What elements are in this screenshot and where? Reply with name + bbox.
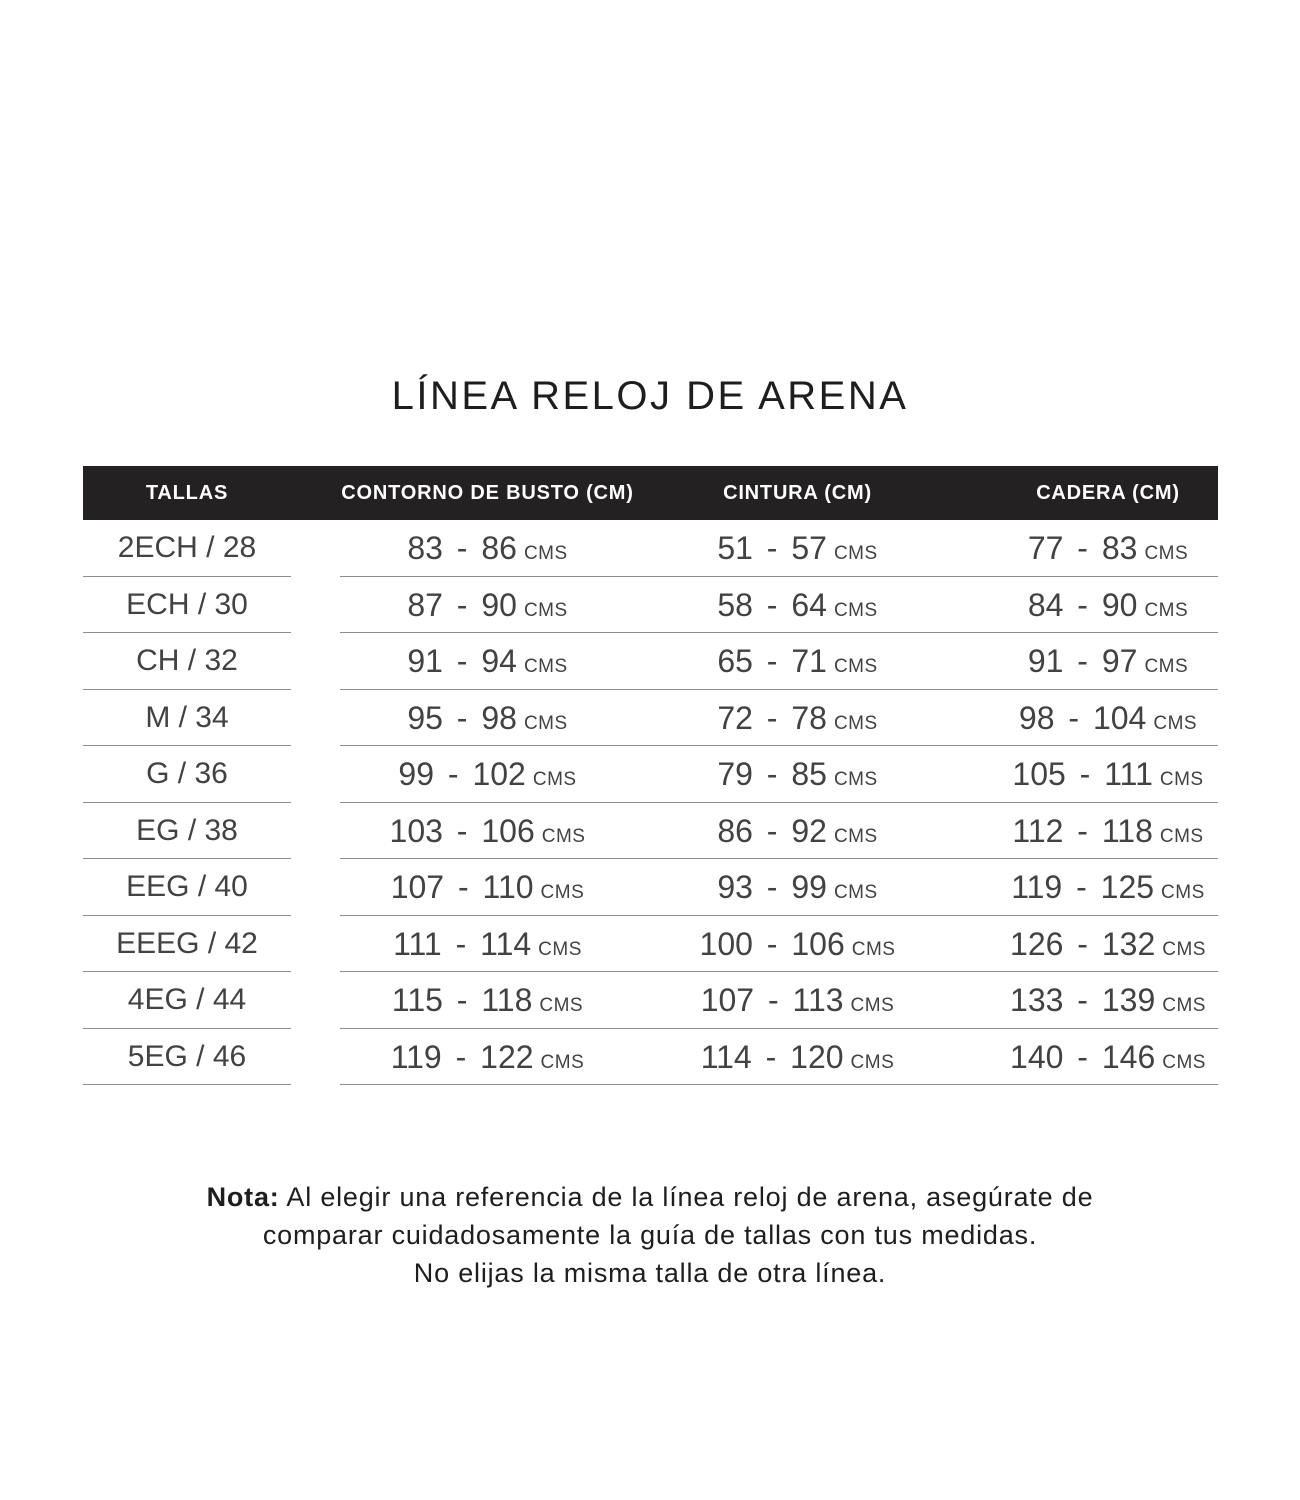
cintura-unit: CMS: [851, 938, 896, 960]
cintura-value: 79 - 85: [717, 756, 827, 792]
cell-talla: EG / 38: [83, 803, 291, 860]
cadera-unit: CMS: [1159, 825, 1204, 847]
header-gap: [291, 466, 340, 520]
cell-cadera: [960, 577, 1218, 633]
cadera-unit: CMS: [1144, 656, 1189, 677]
note-line-1: [0, 1178, 1300, 1216]
busto-value: 107 - 110: [390, 869, 534, 905]
cell-talla: G / 36: [83, 746, 291, 803]
cintura-unit: CMS: [833, 712, 878, 734]
cadera-value: 133 - 139: [1010, 982, 1156, 1018]
header-cell-busto: CONTORNO DE BUSTO (CM): [341, 482, 634, 504]
table-row: [83, 972, 1218, 1029]
busto-value: 119 - 122: [390, 1038, 534, 1075]
size-note: [0, 1178, 1300, 1292]
cadera-value: 91 - 97: [1027, 643, 1138, 679]
row-measures: [340, 916, 1218, 973]
table-row: [83, 1029, 1218, 1086]
cell-talla: CH / 32: [83, 633, 291, 690]
cintura-unit: CMS: [833, 656, 878, 677]
cadera-unit: CMS: [1162, 1051, 1206, 1073]
cintura-value: 86 - 92: [717, 812, 827, 849]
busto-unit: CMS: [538, 938, 582, 960]
cell-cadera: [960, 633, 1218, 689]
busto-unit: CMS: [540, 1051, 585, 1073]
cell-talla: 5EG / 46: [83, 1029, 291, 1086]
row-gap: [291, 520, 340, 577]
busto-value: 111 - 114: [393, 925, 532, 962]
row-measures: [340, 746, 1218, 803]
table-row: [83, 690, 1218, 747]
busto-unit: CMS: [541, 825, 586, 847]
cintura-value: 107 - 113: [700, 982, 844, 1018]
row-gap: [291, 633, 340, 690]
cell-cadera: [960, 520, 1218, 576]
busto-value: 91 - 94: [407, 643, 517, 679]
row-gap: [291, 916, 340, 973]
note-line-3: No elijas la misma talla de otra línea.: [413, 1258, 887, 1288]
busto-unit: CMS: [539, 995, 584, 1016]
busto-value: 95 - 98: [407, 699, 517, 736]
cell-talla: 2ECH / 28: [83, 520, 291, 577]
table-row: [83, 746, 1218, 803]
cell-cadera: [960, 859, 1218, 915]
cell-busto: [340, 633, 635, 689]
cadera-value: 126 - 132: [1010, 925, 1156, 962]
cell-cintura: [635, 859, 960, 915]
cell-talla: ECH / 30: [83, 577, 291, 634]
row-measures: [340, 1029, 1218, 1086]
cell-cintura: [635, 746, 960, 802]
row-measures: [340, 690, 1218, 747]
cadera-unit: CMS: [1162, 938, 1206, 960]
table-row: [83, 859, 1218, 916]
cadera-unit: CMS: [1161, 882, 1205, 903]
busto-value: 99 - 102: [398, 756, 526, 792]
cintura-unit: CMS: [850, 1051, 895, 1073]
cell-cadera: [960, 690, 1218, 746]
row-gap: [291, 690, 340, 747]
busto-value: 87 - 90: [407, 586, 517, 623]
cadera-value: 119 - 125: [1011, 869, 1155, 905]
note-line-2: comparar cuidadosamente la guía de tallas con tus medidas.: [262, 1220, 1038, 1250]
cadera-unit: CMS: [1144, 599, 1189, 621]
row-gap: [291, 803, 340, 860]
cell-cintura: [635, 803, 960, 859]
busto-unit: CMS: [523, 599, 568, 621]
cell-busto: [340, 803, 635, 859]
cadera-value: 77 - 83: [1027, 530, 1138, 566]
cell-cintura: [635, 633, 960, 689]
cadera-value: 140 - 146: [1010, 1038, 1156, 1075]
cintura-value: 114 - 120: [700, 1038, 844, 1075]
busto-value: 83 - 86: [407, 530, 517, 566]
cell-cadera: [960, 916, 1218, 972]
cell-talla: EEG / 40: [83, 859, 291, 916]
cintura-unit: CMS: [833, 543, 878, 564]
cell-busto: [340, 520, 635, 576]
cell-cintura: [635, 972, 960, 1028]
cadera-value: 98 - 104: [1018, 699, 1147, 736]
cintura-unit: CMS: [833, 769, 878, 790]
note-label: Nota:: [206, 1182, 280, 1212]
row-gap: [291, 746, 340, 803]
cell-cadera: [960, 972, 1218, 1028]
cell-busto: [340, 577, 635, 633]
cell-talla: 4EG / 44: [83, 972, 291, 1029]
table-row: [83, 577, 1218, 634]
cell-busto: [340, 916, 635, 972]
cell-cadera: [960, 803, 1218, 859]
cell-cintura: [635, 577, 960, 633]
cadera-unit: CMS: [1159, 769, 1204, 790]
row-gap: [291, 1029, 340, 1086]
busto-unit: CMS: [523, 656, 568, 677]
cintura-value: 72 - 78: [717, 699, 827, 736]
cintura-value: 58 - 64: [717, 586, 827, 623]
cintura-unit: CMS: [833, 599, 878, 621]
cintura-unit: CMS: [833, 882, 878, 903]
cell-cintura: [635, 690, 960, 746]
header-cell-tallas: TALLAS: [145, 482, 229, 504]
table-row: [83, 633, 1218, 690]
cintura-value: 51 - 57: [717, 530, 827, 566]
cell-busto: [340, 972, 635, 1028]
cell-cintura: [635, 520, 960, 576]
cell-cintura: [635, 1029, 960, 1085]
cadera-value: 105 - 111: [1012, 756, 1153, 792]
cadera-unit: CMS: [1144, 543, 1189, 564]
row-gap: [291, 577, 340, 634]
cadera-unit: CMS: [1162, 995, 1206, 1016]
row-gap: [291, 972, 340, 1029]
row-measures: [340, 520, 1218, 577]
cell-busto: [340, 746, 635, 802]
cell-cadera: [960, 1029, 1218, 1085]
cell-busto: [340, 1029, 635, 1085]
cadera-value: 84 - 90: [1027, 586, 1138, 623]
page-title: LÍNEA RELOJ DE ARENA: [391, 374, 909, 418]
row-gap: [291, 859, 340, 916]
cell-busto: [340, 690, 635, 746]
cintura-value: 93 - 99: [717, 869, 827, 905]
cell-busto: [340, 859, 635, 915]
size-table: [83, 466, 1218, 1085]
cadera-unit: CMS: [1153, 712, 1198, 734]
table-row: [83, 803, 1218, 860]
row-measures: [340, 577, 1218, 634]
cell-cadera: [960, 746, 1218, 802]
busto-unit: CMS: [523, 543, 568, 564]
row-measures: [340, 803, 1218, 860]
header-cell-cadera: CADERA (CM): [1036, 482, 1180, 504]
busto-value: 115 - 118: [391, 982, 533, 1018]
header-cell-cintura: CINTURA (CM): [723, 482, 872, 504]
table-row: [83, 916, 1218, 973]
cell-cintura: [635, 916, 960, 972]
busto-value: 103 - 106: [389, 812, 535, 849]
row-measures: [340, 972, 1218, 1029]
row-measures: [340, 859, 1218, 916]
busto-unit: CMS: [532, 769, 577, 790]
cintura-unit: CMS: [833, 825, 878, 847]
cintura-value: 100 - 106: [699, 925, 845, 962]
table-header: [83, 466, 1218, 520]
busto-unit: CMS: [540, 882, 585, 903]
cadera-value: 112 - 118: [1012, 812, 1153, 849]
cell-talla: M / 34: [83, 690, 291, 747]
cell-talla: EEEG / 42: [83, 916, 291, 973]
cintura-value: 65 - 71: [717, 643, 827, 679]
note-line-1-text: Al elegir una referencia de la línea reloj de arena, asegúrate de: [279, 1182, 1094, 1212]
row-measures: [340, 633, 1218, 690]
table-body: [83, 520, 1218, 1085]
table-row: [83, 520, 1218, 577]
cintura-unit: CMS: [850, 995, 895, 1016]
busto-unit: CMS: [523, 712, 568, 734]
